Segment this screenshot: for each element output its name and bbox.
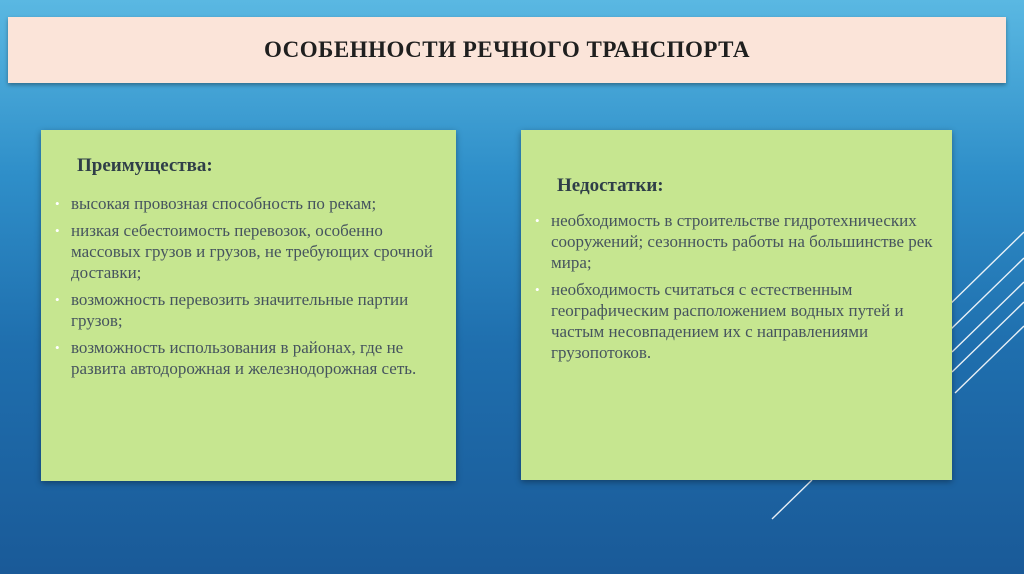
bullet-icon: • [535,282,540,297]
list-item-text: возможность перевозить значительные партии грузов; [71,290,409,330]
list-item [55,289,445,331]
list-item [535,279,940,363]
advantages-panel [41,130,456,481]
list-item [55,220,445,283]
list-item [55,193,445,214]
bullet-icon: • [55,292,60,307]
list-item [535,210,940,273]
disadvantages-panel [521,130,952,480]
disadvantages-list [535,210,940,369]
title-banner [8,17,1006,83]
bullet-icon: • [55,223,60,238]
bullet-icon: • [55,196,60,211]
bullet-icon: • [55,340,60,355]
list-item-text: низкая себестоимость перевозок, особенно массовых грузов и грузов, не требующих срочной доставки; [71,221,433,282]
advantages-list [55,193,445,385]
bullet-icon: • [535,213,540,228]
advantages-heading: Преимущества: [77,155,213,176]
slide-title: ОСОБЕННОСТИ РЕЧНОГО ТРАНСПОРТА [264,37,750,62]
list-item [55,337,445,379]
list-item-text: необходимость в строительстве гидротехнических сооружений; сезонность работы на большинстве рек мира; [551,211,933,272]
list-item-text: необходимость считаться с естественным географическим расположением водных путей и частым несовпадением их с направлениями грузопотоков. [551,280,904,362]
list-item-text: возможность использования в районах, где не развита автодорожная и железнодорожная сеть. [71,338,417,378]
list-item-text: высокая провозная способность по рекам; [71,194,377,213]
disadvantages-heading: Недостатки: [557,175,664,196]
